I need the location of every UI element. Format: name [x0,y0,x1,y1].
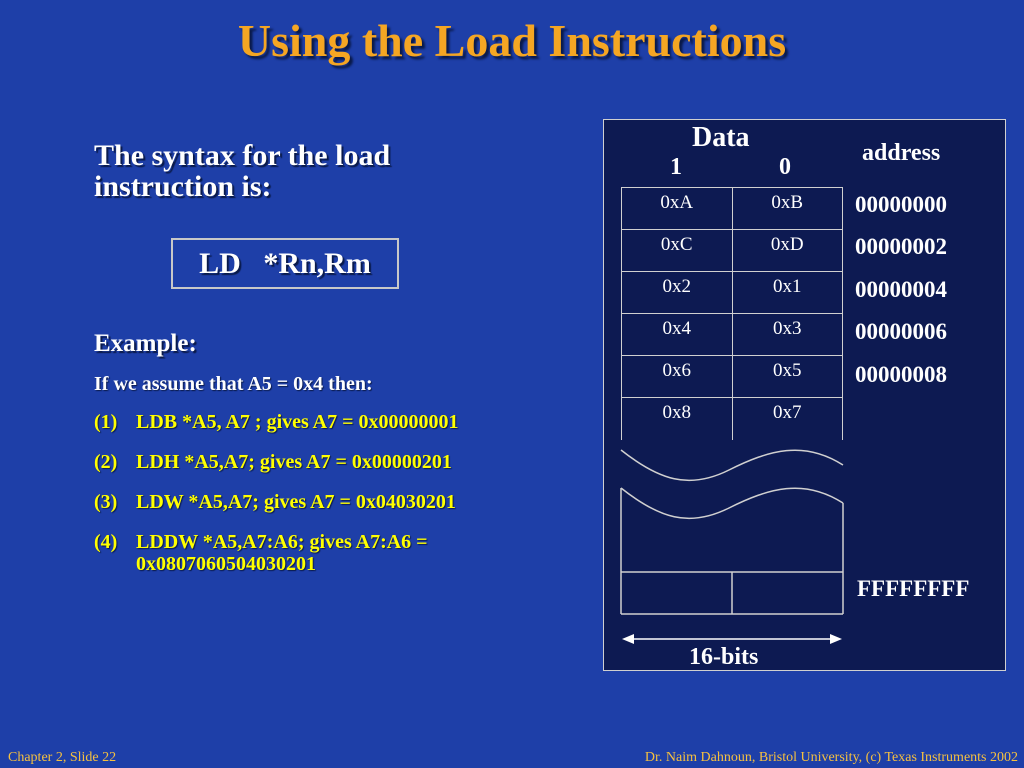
memory-cell: 0x7 [732,398,843,440]
syntax-description: The syntax for the load instruction is: [94,139,391,203]
memory-cell: 0xB [732,188,843,230]
instruction-syntax-box: LD *Rn,Rm [171,238,399,289]
byte-column-0-label: 0 [779,154,791,180]
step-number: (3) [94,491,118,513]
byte-column-1-label: 1 [670,154,682,180]
address-value: 00000000 [855,192,947,217]
memory-cell: 0xD [732,230,843,272]
slide-title: Using the Load Instructions [237,15,787,66]
memory-cell: 0xC [622,230,733,272]
memory-cell: 0x8 [622,398,733,440]
step-text: LDB *A5, A7 ; gives A7 = 0x00000001 [136,411,459,433]
memory-cell: 0x3 [732,314,843,356]
example-heading: Example: [94,330,197,357]
memory-cell: 0xA [622,188,733,230]
step-number: (2) [94,451,118,473]
memory-cell: 0x6 [622,356,733,398]
example-step [94,531,564,575]
step-number: (4) [94,531,118,553]
memory-cell: 0x1 [732,272,843,314]
example-steps [94,411,564,593]
memory-cell: 0x4 [622,314,733,356]
data-heading: Data [692,122,750,153]
memory-cell: 0x5 [732,356,843,398]
step-text: LDW *A5,A7; gives A7 = 0x04030201 [136,491,456,513]
memory-diagram [603,119,1006,671]
address-value: 00000002 [855,234,947,259]
example-step [94,491,564,513]
address-value: 00000006 [855,319,947,344]
address-heading: address [862,140,941,166]
step-number: (1) [94,411,118,433]
last-address-value: FFFFFFFF [857,576,970,601]
address-value: 00000004 [855,277,947,302]
footer-credits: Dr. Naim Dahnoun, Bristol University, (c) Texas Instruments 2002 [644,750,1018,765]
example-step [94,411,564,433]
step-text: LDH *A5,A7; gives A7 = 0x00000201 [136,451,452,473]
address-value: 00000008 [855,362,947,387]
step-text: LDDW *A5,A7:A6; gives A7:A6 = 0x0807060504030201 [136,531,428,575]
assumption-text: If we assume that A5 = 0x4 then: [94,373,373,395]
word-width-label: 16-bits [689,644,759,670]
example-step [94,451,564,473]
memory-cell: 0x2 [622,272,733,314]
footer-chapter: Chapter 2, Slide 22 [8,750,117,765]
